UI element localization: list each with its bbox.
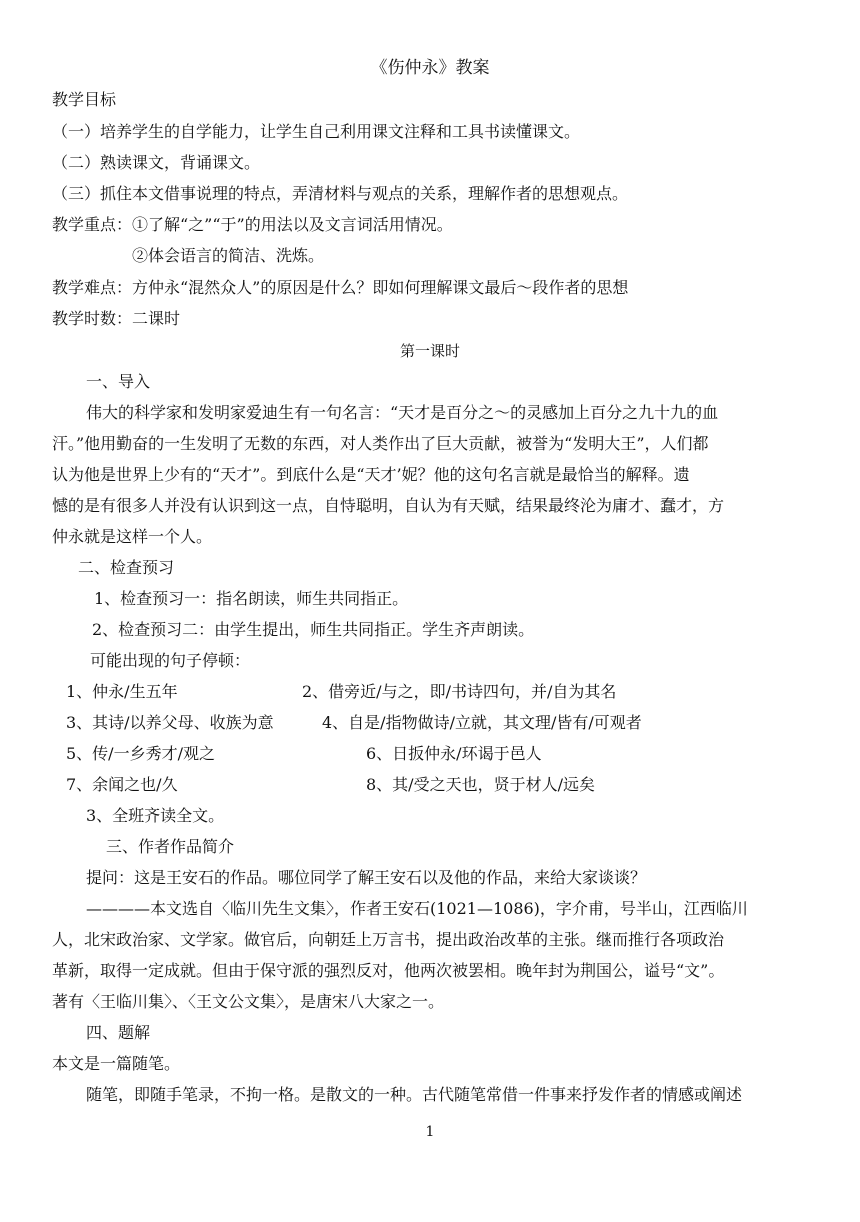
paragraph-line: 人，北宋政治家、文学家。做官后，向朝廷上万言书，提出政治改革的主张。继而推行各项政治 [52,930,725,949]
document-title: 《伤仲永》教案 [370,58,490,78]
teaching-hours: 教学时数：二课时 [52,309,181,328]
pause-item: 7、余闻之也/久 [66,775,178,794]
paragraph-line: 本文是一篇随笔。 [52,1054,181,1073]
paragraph-line: ————本文选自〈临川先生文集〉，作者王安石(1021—1086)，字介甫，号半山，江西临川 [86,899,748,918]
list-item: 3、全班齐读全文。 [86,806,225,825]
paragraph-line: 憾的是有很多人并没有认识到这一点，自恃聪明，自认为有天赋，结果最终沦为庸才、蠢才，方 [52,496,725,515]
paragraph-line: 汗。”他用勤奋的一生发明了无数的东西，对人类作出了巨大贡献，被誉为“发明大王”，人们都 [52,434,709,453]
goal-item: （一）培养学生的自学能力，让学生自己利用课文注释和工具书读懂课文。 [52,122,581,141]
key-points: 教学重点：①了解“之”“于”的用法以及文言词活用情况。 [52,215,453,234]
goals-heading: 教学目标 [52,90,117,109]
pause-item: 1、仲永/生五年 [66,682,178,701]
section-heading: 一、导入 [86,372,151,391]
pause-item: 6、日扳仲永/环谒于邑人 [366,744,542,763]
goal-item: （三）抓住本文借事说理的特点，弄清材料与观点的关系，理解作者的思想观点。 [52,184,629,203]
pause-item: 5、传/一乡秀才/观之 [66,744,215,763]
paragraph-line: 认为他是世界上少有的“天才”。到底什么是“天才’妮？他的这句名言就是最恰当的解释。遗 [52,465,690,484]
pauses-heading: 可能出现的句子停顿： [90,651,251,670]
pause-item: 3、其诗/以养父母、收族为意 [66,713,274,732]
pause-item: 8、其/受之天也，贤于材人/远矣 [366,775,595,794]
pause-item: 4、自是/指物做诗/立就，其文理/皆有/可观者 [322,713,642,732]
paragraph-line: 随笔，即随手笔录，不拘一格。是散文的一种。古代随笔常借一件事来抒发作者的情感或阐述 [86,1085,743,1104]
section-heading: 二、检查预习 [78,558,175,577]
question-line: 提问：这是王安石的作品。哪位同学了解王安石以及他的作品，来给大家谈谈？ [86,868,647,887]
goal-item: （二）熟读课文，背诵课文。 [52,153,261,172]
paragraph-line: 伟大的科学家和发明家爱迪生有一句名言：“天才是百分之～的灵感加上百分之九十九的血 [86,403,719,422]
list-item: 2、检查预习二：由学生提出，师生共同指正。学生齐声朗读。 [92,620,535,639]
paragraph-line: 仲永就是这样一个人。 [52,527,213,546]
section-heading: 四、题解 [86,1023,151,1042]
teaching-difficulty: 教学难点：方仲永“混然众人”的原因是什么？即如何理解课文最后～段作者的思想 [52,278,629,297]
key-points-continued: ②体会语言的简洁、洗炼。 [132,246,325,265]
section-heading: 三、作者作品简介 [106,837,235,856]
lesson-heading: 第一课时 [399,342,460,360]
paragraph-line: 著有〈王临川集〉、〈王文公文集〉，是唐宋八大家之一。 [52,992,445,1011]
paragraph-line: 革新，取得一定成就。但由于保守派的强烈反对，他两次被罢相。晚年封为荆国公，谥号“文”。 [52,961,725,980]
list-item: 1、检查预习一：指名朗读，师生共同指正。 [94,589,409,608]
page-number: 1 [425,1124,435,1140]
pause-item: 2、借旁近/与之，即/书诗四句，并/自为其名 [302,682,617,701]
